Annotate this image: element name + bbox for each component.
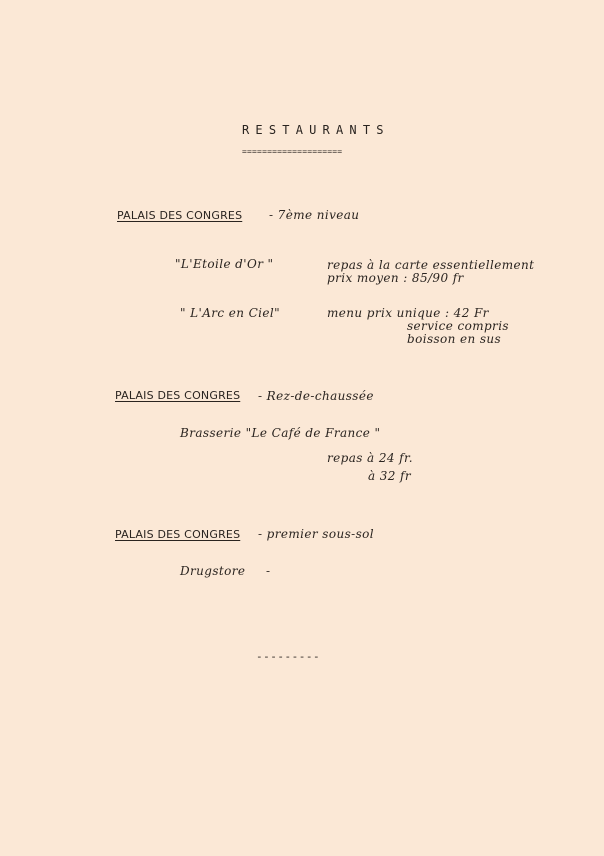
restaurant-brasserie-name: Brasserie "Le Café de France ": [180, 426, 381, 440]
restaurant-arc-line-1: menu prix unique : 42 Fr: [327, 306, 489, 320]
restaurant-brasserie-line-1: repas à 24 fr.: [327, 451, 413, 465]
restaurant-arc-name: " L'Arc en Ciel": [180, 306, 281, 320]
page-title: RESTAURANTS: [242, 123, 390, 137]
drugstore-dash: -: [266, 564, 271, 578]
drugstore-name: Drugstore: [180, 564, 246, 578]
section-3-heading: PALAIS DES CONGRES: [115, 528, 241, 541]
restaurant-brasserie-line-2: à 32 fr: [368, 469, 412, 483]
section-2-heading: PALAIS DES CONGRES: [115, 389, 241, 402]
section-3-level: - premier sous-sol: [258, 527, 375, 541]
restaurant-etoile-line-2: prix moyen : 85/90 fr: [327, 271, 464, 285]
restaurant-arc-line-3: boisson en sus: [407, 332, 502, 346]
restaurant-etoile-line-1: repas à la carte essentiellement: [327, 258, 535, 272]
section-1-level: - 7ème niveau: [269, 208, 360, 222]
section-2-level: - Rez-de-chaussée: [258, 389, 374, 403]
restaurant-etoile-name: "L'Etoile d'Or ": [175, 257, 274, 271]
closing-rule: ---------: [256, 650, 321, 663]
title-underline: ====================: [242, 147, 343, 156]
restaurant-arc-line-2: service compris: [407, 319, 509, 333]
section-1-heading: PALAIS DES CONGRES: [117, 209, 243, 222]
